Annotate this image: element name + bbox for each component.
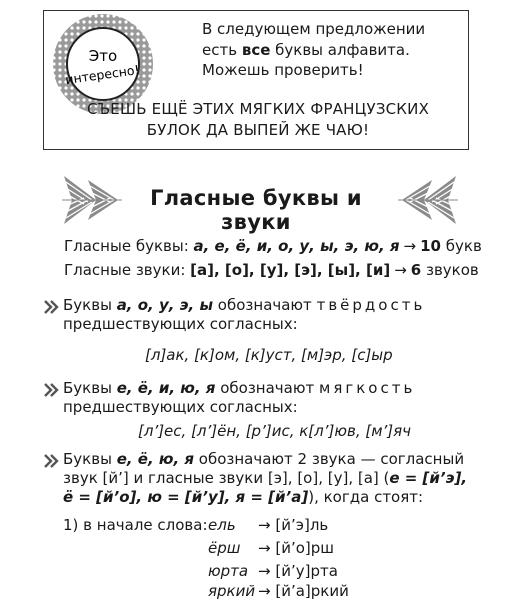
- rule1-example-line: [л]ак, [к]ом, [к]уст, [м]эр, [с]ыр: [145, 346, 393, 364]
- rule1-text3: предшествующих согласных:: [63, 315, 298, 333]
- arrow-right-icon: →: [258, 516, 271, 534]
- word-arrow-row: [258, 562, 338, 580]
- transcription: [й’о]рш: [275, 539, 335, 557]
- vowel-letters-count: 10: [420, 237, 441, 255]
- rule2-emphasis: мягкость: [319, 379, 416, 397]
- double-chevron-bullet-icon: [43, 299, 61, 315]
- word-arrow-row: [258, 582, 349, 600]
- rule3-text3: ), когда стоят:: [308, 488, 424, 506]
- info-box: [43, 10, 469, 150]
- pangram: [52, 99, 464, 141]
- rule2-examples: [138, 422, 411, 440]
- rule-two-sounds: [63, 450, 473, 507]
- badge-line2: интересно!: [64, 61, 141, 88]
- word-arrow-row: [258, 516, 328, 534]
- page-title: Гласные буквы и звуки: [150, 186, 362, 234]
- pangram-line1: СЪЕШЬ ЕЩЁ ЭТИХ МЯГКИХ ФРАНЦУЗСКИХ: [86, 100, 430, 118]
- rule-soft-consonants: [63, 379, 473, 417]
- vowel-sounds-count: 6: [410, 261, 422, 279]
- transcription: [й’у]рта: [275, 562, 338, 580]
- vowel-sounds-label: Гласные звуки:: [64, 261, 191, 279]
- rule2-text3: предшествующих согласных:: [63, 398, 298, 416]
- pangram-line2: БУЛОК ДА ВЫПЕЙ ЖЕ ЧАЮ!: [146, 121, 370, 139]
- rule1-letters: а, о, у, э, ы: [116, 296, 214, 314]
- vowel-sounds-unit: звуков: [421, 261, 479, 279]
- info-text-before: В следующем предложении есть: [202, 20, 426, 59]
- transcription: [й’а]ркий: [275, 582, 349, 600]
- vowel-letters-list: а, е, ё, и, о, у, ы, э, ю, я: [193, 237, 400, 255]
- left-arrow-ornament-icon: [62, 172, 122, 228]
- rule3-equations: е = [й’э], ё = [й’о], ю = [й’у], я = [й’а]: [63, 469, 468, 506]
- arrow-right-icon: →: [258, 582, 271, 600]
- rule-hard-consonants: [63, 296, 473, 334]
- rule2-letters: е, ё, и, ю, я: [116, 379, 216, 397]
- rule1-examples: [145, 346, 393, 364]
- double-chevron-bullet-icon: [43, 382, 61, 398]
- badge-line1: Это: [88, 47, 118, 65]
- word-row: [208, 516, 236, 534]
- vowel-sounds-line: [64, 260, 479, 280]
- right-arrow-ornament-icon: [398, 172, 458, 228]
- word-row: [208, 562, 248, 580]
- word: юрта: [208, 562, 249, 580]
- vowel-sounds-list: [а], [о], [у], [э], [ы], [и]: [190, 261, 391, 279]
- word: яркий: [208, 582, 256, 600]
- vowel-letters-unit: букв: [440, 237, 482, 255]
- rule2-example-line: [л’]ес, [л’]ён, [р’]ис, к[л’]юв, [м’]яч: [138, 422, 412, 440]
- arrow-right-icon: →: [258, 562, 271, 580]
- vowel-letters-line: [64, 236, 482, 256]
- rule2-text1: Буквы: [63, 379, 117, 397]
- info-text-bold: все: [241, 40, 271, 59]
- arrow-right-icon: →: [258, 539, 271, 557]
- info-intro-text: [202, 19, 464, 81]
- word-arrow-row: [258, 539, 334, 557]
- rule2-text2: обозначают: [215, 379, 319, 397]
- word: ель: [208, 516, 236, 534]
- vowel-letters-label: Гласные буквы:: [64, 237, 194, 255]
- case-label: 1) в начале слова:: [63, 516, 208, 534]
- transcription: [й’э]ль: [275, 516, 329, 534]
- rule1-text2: обозначают: [213, 296, 317, 314]
- section-heading: [0, 172, 512, 234]
- double-chevron-bullet-icon: [43, 453, 61, 469]
- rule3-text2: обозначают 2 звука — согласный звук [й’] и гласные звуки [э], [о], [у], [а] (: [63, 450, 465, 487]
- word: ёрш: [208, 539, 241, 557]
- rule1-emphasis: твёрдость: [316, 296, 426, 314]
- word-row: [208, 539, 240, 557]
- arrow-right-icon: →: [403, 237, 417, 255]
- word-row: [208, 582, 255, 600]
- rule1-text1: Буквы: [63, 296, 117, 314]
- arrow-right-icon: →: [394, 261, 407, 279]
- info-text-after: буквы алфавита. Можешь проверить!: [202, 40, 410, 79]
- rule3-letters: е, ё, ю, я: [116, 450, 195, 468]
- rule3-text1: Буквы: [63, 450, 117, 468]
